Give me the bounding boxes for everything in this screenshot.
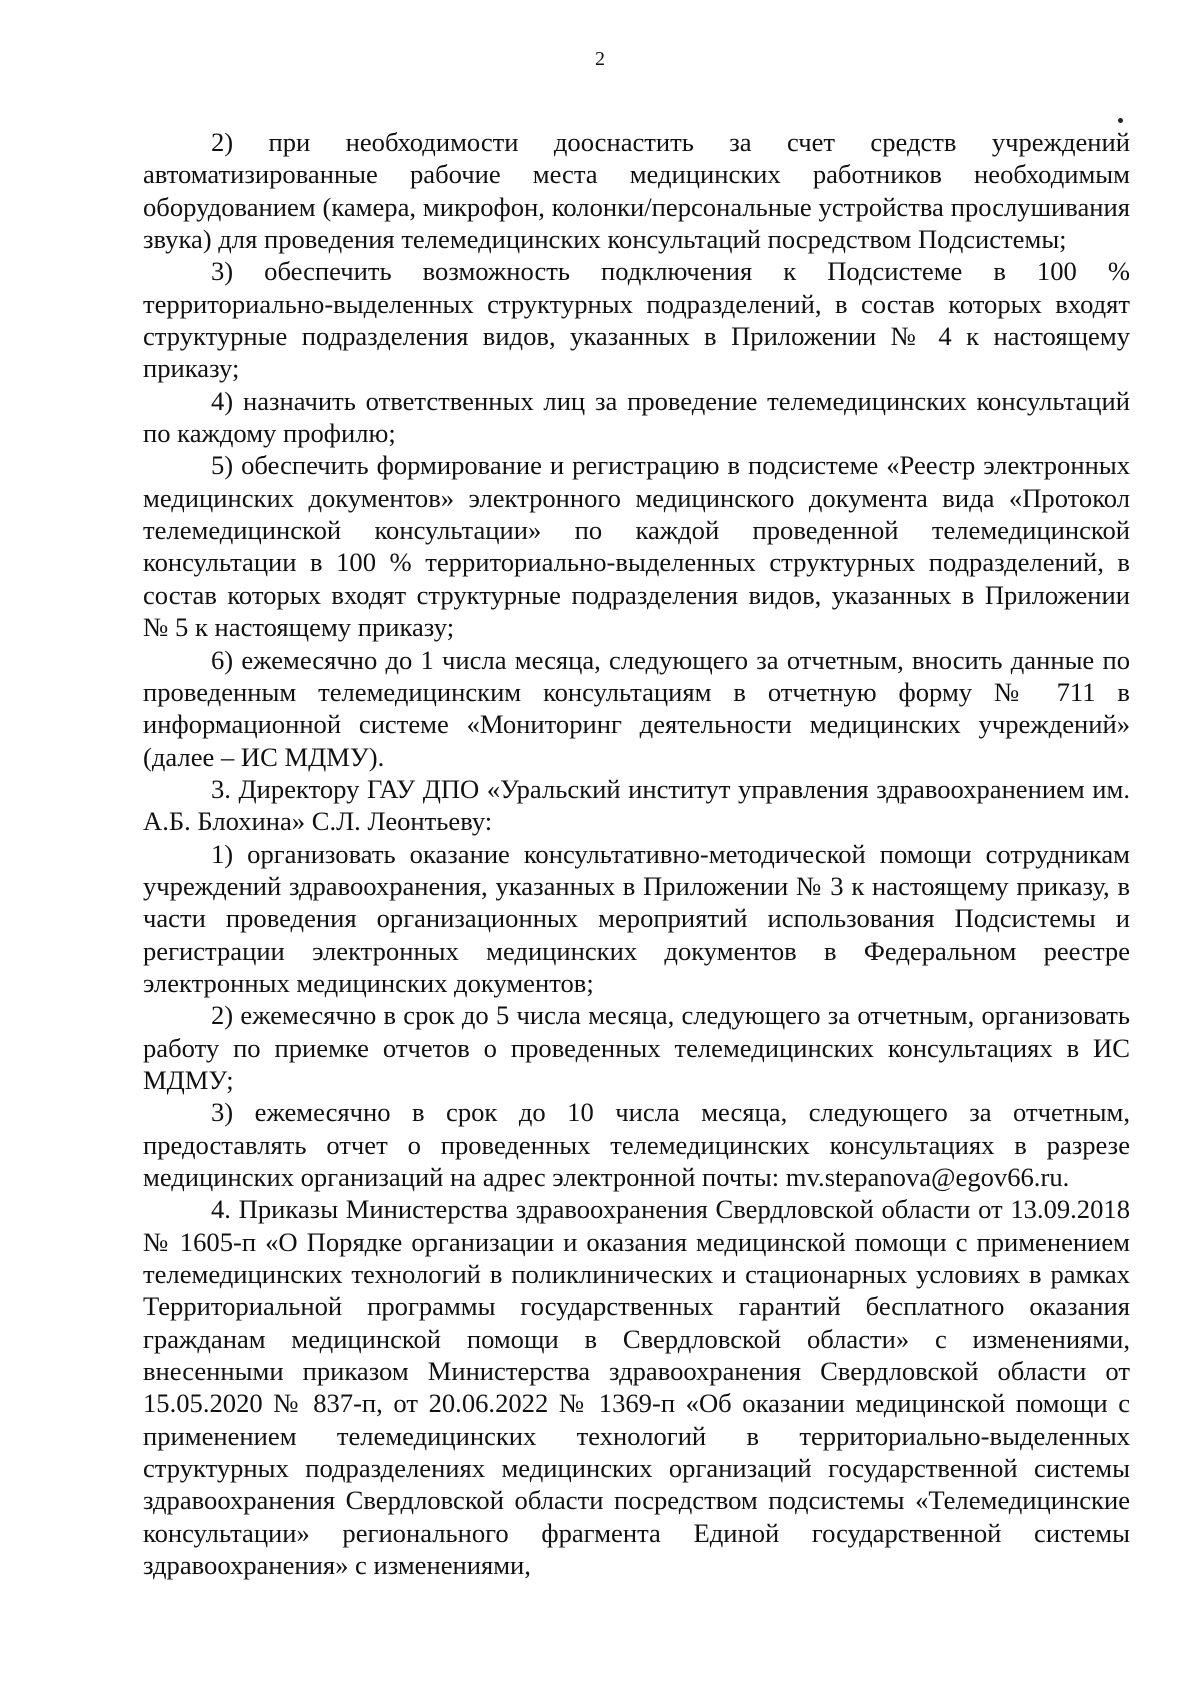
paragraph-section-4: 4. Приказы Министерства здравоохранения Свердловской области от 13.09.2018 № 1605-п «О Порядке организации и оказания медицинской помощи с применением телемедицинских технологий в поликлинических и стационарных условиях в рамках Территориальной программы государственных гарантий бесплатного оказания гражданам медицинской помощи в Свердловской области» с изменениями, внесенными приказом Министерства здравоохранения Свердловской области от 15.05.2020 № 837-п, от 20.06.2022 № 1369-п «Об оказании медицинской помощи с применением телемедицинских технологий в территориально-выделенных структурных подразделениях медицинских организаций государственной системы здравоохранения Свердловской области посредством подсистемы «Телемедицинские консультации» регионального фрагмента Единой государственной системы здравоохранения» с изменениями,	[143, 1194, 1130, 1581]
paragraph-item-3-1: 1) организовать оказание консультативно-методической помощи сотрудникам учреждений здравоохранения, указанных в Приложении № 3 к настоящему приказу, в части проведения организационных мероприятий использования Подсистемы и регистрации электронных медицинских документов в Федеральном реестре электронных медицинских документов;	[143, 838, 1130, 998]
page-number: 2	[595, 48, 605, 70]
paragraph-item-3-3: 3) ежемесячно в срок до 10 числа месяца, следующего за отчетным, предоставлять отчет о проведенных телемедицинских консультациях в разрезе медицинских организаций на адрес электронной почты: mv.stepanova@egov66.ru.	[143, 1097, 1130, 1192]
paragraph-item-2-6: 6) ежемесячно до 1 числа месяца, следующего за отчетным, вносить данные по проведенным телемедицинским консультациям в отчетную форму № 711 в информационной системе «Мониторинг деятельности медицинских учреждений» (далее – ИС МДМУ).	[143, 644, 1130, 772]
paragraph-section-3: 3. Директору ГАУ ДПО «Уральский институт управления здравоохранением им. А.Б. Блохина» С.Л. Леонтьеву:	[143, 773, 1130, 837]
document-body	[143, 126, 1130, 1581]
paragraph-item-2-5: 5) обеспечить формирование и регистрацию в подсистеме «Реестр электронных медицинских документов» электронного медицинского документа вида «Протокол телемедицинской консультации» по каждой проведенной телемедицинской консультации в 100 % территориально-выделенных структурных подразделений, в состав которых входят структурные подразделения видов, указанных в Приложении № 5 к настоящему приказу;	[143, 450, 1130, 643]
paragraph-item-2-3: 3) обеспечить возможность подключения к Подсистеме в 100 % территориально-выделенных структурных подразделений, в состав которых входят структурные подразделения видов, указанных в Приложении № 4 к настоящему приказу;	[143, 256, 1130, 384]
paragraph-item-3-2: 2) ежемесячно в срок до 5 числа месяца, следующего за отчетным, организовать работу по приемке отчетов о проведенных телемедицинских консультациях в ИС МДМУ;	[143, 1000, 1130, 1095]
paragraph-item-2-1: 2) при необходимости дооснастить за счет средств учреждений автоматизированные рабочие места медицинских работников необходимым оборудованием (камера, микрофон, колонки/персональные устройства прослушивания звука) для проведения телемедицинских консультаций посредством Подсистемы;	[143, 127, 1130, 255]
paragraph-item-2-4: 4) назначить ответственных лиц за проведение телемедицинских консультаций по каждому профилю;	[143, 385, 1130, 449]
scan-speck	[1118, 118, 1123, 123]
